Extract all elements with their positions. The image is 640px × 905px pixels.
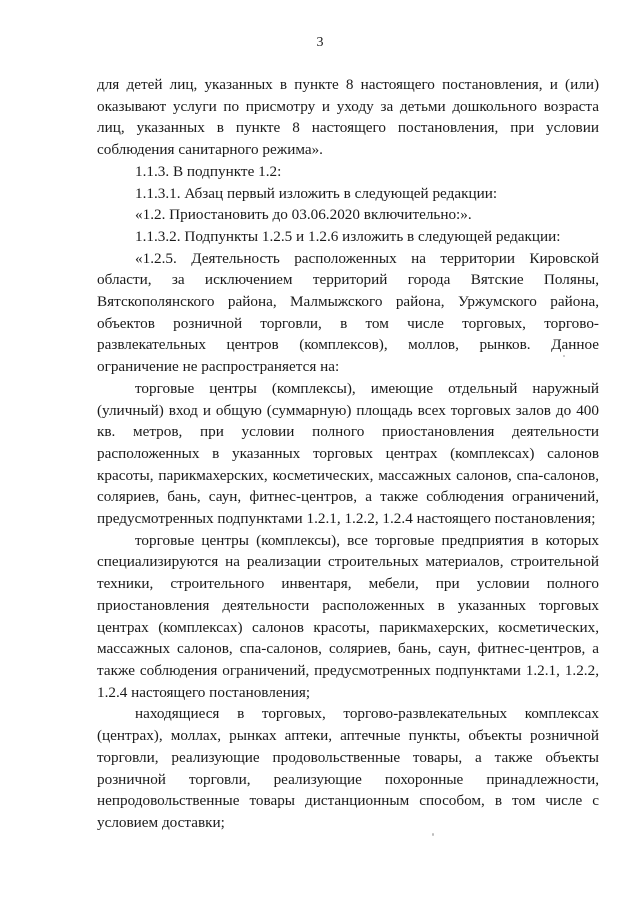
paragraph-exception-pharmacies: находящиеся в торговых, торгово-развлекательных комплексах (центрах), моллах, рынках аптеки, аптечные пункты, объекты розничной торговли, реализующие продовольственные товары, а также объекты розничной торговли, реализующие похоронные принадлежности, непродовольственные товары дистанционным способом, в том числе с условием доставки; bbox=[97, 705, 599, 831]
paragraph-exception-shopping-centers-400: торговые центры (комплексы), имеющие отдельный наружный (уличный) вход и общую (суммарную) площадь всех торговых залов до 400 кв. метров, при условии полного приостановления деятельности расположенных в указанных торговых центрах (комплексах) салонов красоты, парикмахерских, косметических, массажных салонов, спа-салонов, соляриев, бань, саун, фитнес-центров, а также соблюдения ограничений, предусмотренных подпунктами 1.2.1, 1.2.2, 1.2.4 настоящего постановления; bbox=[97, 379, 599, 528]
paragraph-continuation: для детей лиц, указанных в пункте 8 настоящего постановления, и (или) оказывают услуги по присмотру и уходу за детьми дошкольного возраста лиц, указанных в пункте 8 настоящего постановления, при условии соблюдения санитарного режима». bbox=[97, 76, 599, 159]
paragraph-clause-1-2-5: «1.2.5. Деятельность расположенных на территории Кировской области, за исключением территорий города Вятские Поляны, Вятскополянского района, Малмыжского района, Уржумского района, объектов розничной торговли, в том числе торговых, торгово-развлекательных центров (комплексов), моллов, рынков. Данное ограничение не распространяется на: bbox=[97, 249, 599, 376]
page-number: 3 bbox=[316, 35, 324, 50]
paragraph-exception-building-materials: торговые центры (комплексы), все торговые предприятия в которых специализируются на реализации строительных материалов, строительной техники, строительного инвентаря, мебели, при условии полного приостановления деятельности расположенных в указанных торговых центрах (комплексах) салонов красоты, парикмахерских, косметических, массажных салонов, спа-салонов, соляриев, бань, саун, фитнес-центров, а также соблюдения ограничений, предусмотренных подпунктами 1.2.1, 1.2.2, 1.2.4 настоящего постановления; bbox=[97, 531, 599, 701]
paragraph-subclause-1-1-3-2: 1.1.3.2. Подпункты 1.2.5 и 1.2.6 изложить в следующей редакции: bbox=[135, 227, 561, 245]
paragraph-quote-1-2: «1.2. Приостановить до 03.06.2020 включительно:». bbox=[135, 206, 472, 224]
paragraph-subclause-1-1-3: 1.1.3. В подпункте 1.2: bbox=[135, 162, 282, 180]
document-body bbox=[97, 74, 599, 834]
scan-speck bbox=[432, 833, 434, 836]
scan-speck bbox=[563, 355, 565, 357]
paragraph-subclause-1-1-3-1: 1.1.3.1. Абзац первый изложить в следующей редакции: bbox=[135, 184, 498, 202]
